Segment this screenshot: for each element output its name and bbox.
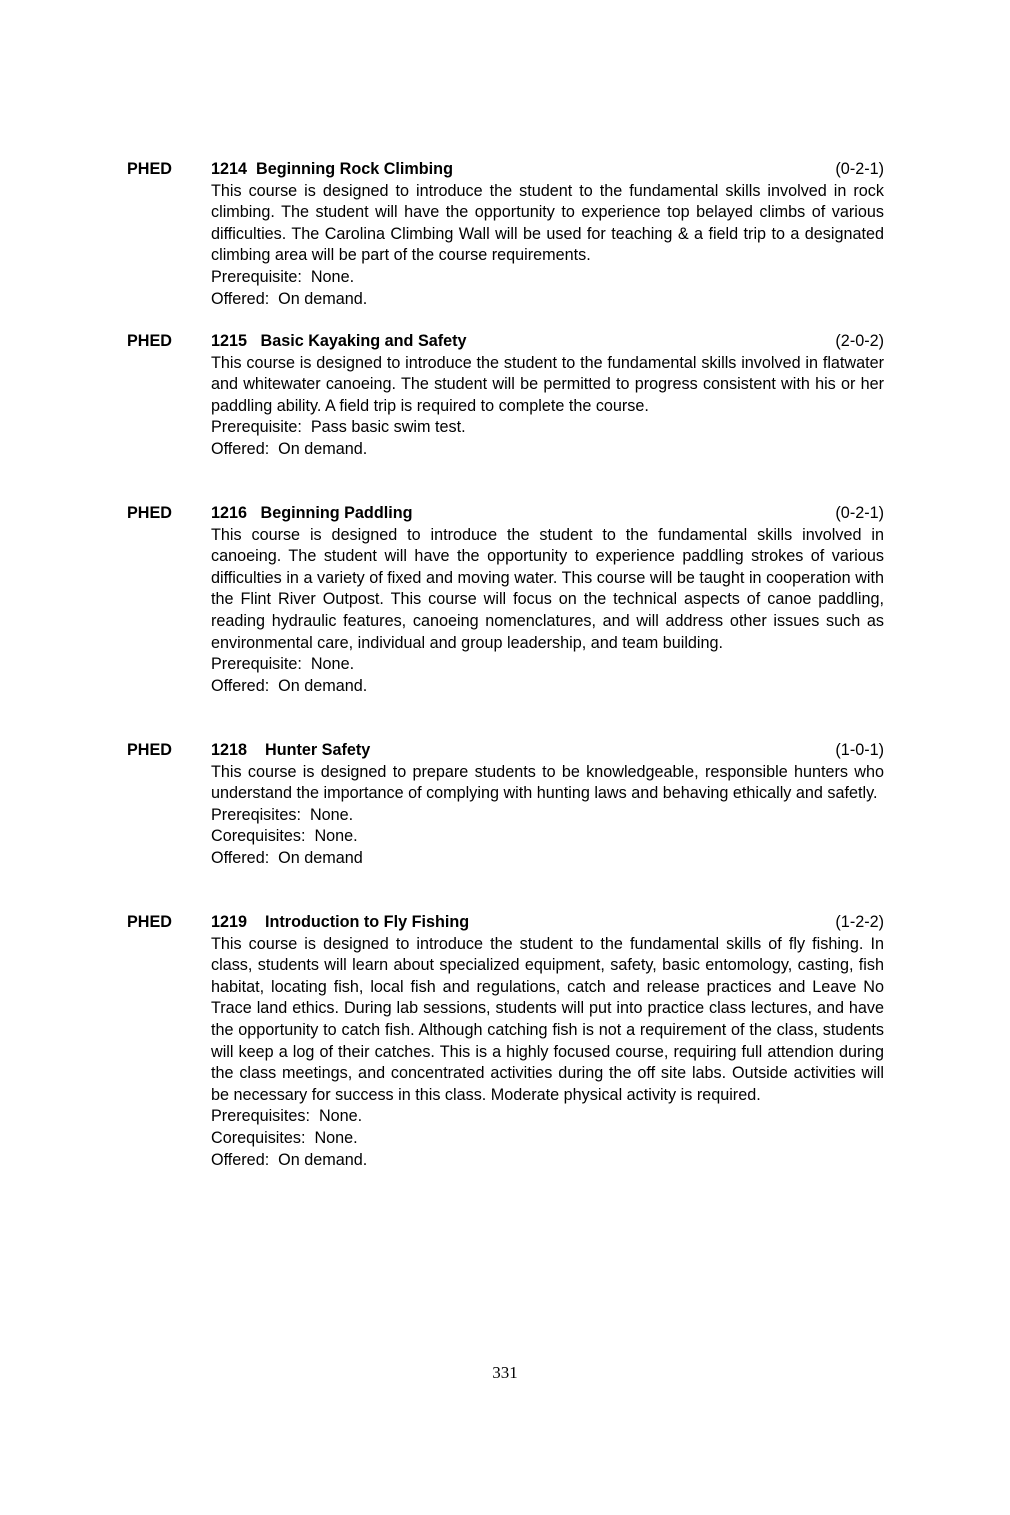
course-description: This course is designed to prepare students to be knowledgeable, responsible hunters who understand the importance of complying with hunting laws and behaving ethically and safetly. bbox=[211, 762, 884, 803]
course-description: This course is designed to introduce the student to the fundamental skills involved in flatwater and whitewater canoeing. The student will be permitted to progress consistent with his or her paddling ability. A field trip is required to complete the course. bbox=[211, 353, 884, 415]
course-corequisite: Corequisites: None. bbox=[211, 1128, 358, 1147]
course-body bbox=[211, 934, 884, 1172]
course-prerequisite: Prerequisite: None. bbox=[211, 655, 355, 674]
course-prerequisite: Prerequisites: None. bbox=[211, 1107, 363, 1126]
course-credits: (0-2-1) bbox=[835, 160, 884, 178]
course-credits: (1-0-1) bbox=[835, 741, 884, 759]
course-offered: Offered: On demand bbox=[211, 848, 363, 867]
course-department: PHED bbox=[127, 160, 172, 178]
course-entry-phed-1219 bbox=[127, 912, 884, 1171]
course-body bbox=[211, 353, 884, 461]
course-title: 1216 Beginning Paddling bbox=[211, 504, 413, 522]
course-credits: (0-2-1) bbox=[835, 504, 884, 522]
course-description: This course is designed to introduce the student to the fundamental skills of fly fishing. In class, students will learn about specialized equipment, safety, basic entomology, casting, fish habitat, locating fish, local fish and regulations, catch and release practices and Leave No Trace land ethics. During lab sessions, students will put into practice class lectures, and have the opportunity to catch fish. Although catching fish is not a requirement of the class, students will keep a log of their catches. This is a highly focused course, requiring full attendion during the class meetings, and concentrated activities during the off site labs. Outside activities will be necessary for success in this class. Moderate physical activity is required. bbox=[211, 934, 884, 1104]
course-heading bbox=[127, 740, 884, 762]
course-department: PHED bbox=[127, 913, 172, 931]
page-number: 331 bbox=[492, 1363, 518, 1382]
course-title: 1215 Basic Kayaking and Safety bbox=[211, 332, 467, 350]
course-heading bbox=[127, 503, 884, 525]
course-prerequisite: Prerequisite: None. bbox=[211, 267, 355, 286]
course-entry-phed-1218 bbox=[127, 740, 884, 870]
course-department: PHED bbox=[127, 741, 172, 759]
course-heading bbox=[127, 159, 884, 181]
course-body bbox=[211, 181, 884, 311]
course-offered: Offered: On demand. bbox=[211, 676, 368, 695]
course-corequisite: Corequisites: None. bbox=[211, 827, 358, 846]
course-title: 1218 Hunter Safety bbox=[211, 741, 371, 759]
course-heading bbox=[127, 331, 884, 353]
course-department: PHED bbox=[127, 504, 172, 522]
course-entry-phed-1214 bbox=[127, 159, 884, 310]
course-description: This course is designed to introduce the student to the fundamental skills involved in canoeing. The student will have the opportunity to experience paddling strokes of various difficulties in a variety of fixed and moving water. This course will be taught in cooperation with the Flint River Outpost. This course will focus on the technical aspects of canoe paddling, reading hydraulic features, canoeing nomenclatures, and will address other issues such as environmental care, individual and group leadership, and team building. bbox=[211, 525, 884, 652]
course-prerequisite: Prerequisite: Pass basic swim test. bbox=[211, 418, 466, 437]
course-prerequisite: Prereqisites: None. bbox=[211, 805, 354, 824]
course-entry-phed-1216 bbox=[127, 503, 884, 697]
course-department: PHED bbox=[127, 332, 172, 350]
course-offered: Offered: On demand. bbox=[211, 439, 368, 458]
course-credits: (2-0-2) bbox=[835, 332, 884, 350]
course-body bbox=[211, 762, 884, 870]
course-heading bbox=[127, 912, 884, 934]
course-offered: Offered: On demand. bbox=[211, 289, 368, 308]
course-title: 1219 Introduction to Fly Fishing bbox=[211, 913, 470, 931]
course-offered: Offered: On demand. bbox=[211, 1150, 368, 1169]
course-body bbox=[211, 525, 884, 698]
course-description: This course is designed to introduce the student to the fundamental skills involved in rock climbing. The student will have the opportunity to experience top belayed climbs of various difficulties. The Carolina Climbing Wall will be used for teaching & a field trip to a designated climbing area will be part of the course requirements. bbox=[211, 181, 884, 265]
course-entry-phed-1215 bbox=[127, 331, 884, 461]
course-credits: (1-2-2) bbox=[835, 913, 884, 931]
course-title: 1214 Beginning Rock Climbing bbox=[211, 160, 453, 178]
